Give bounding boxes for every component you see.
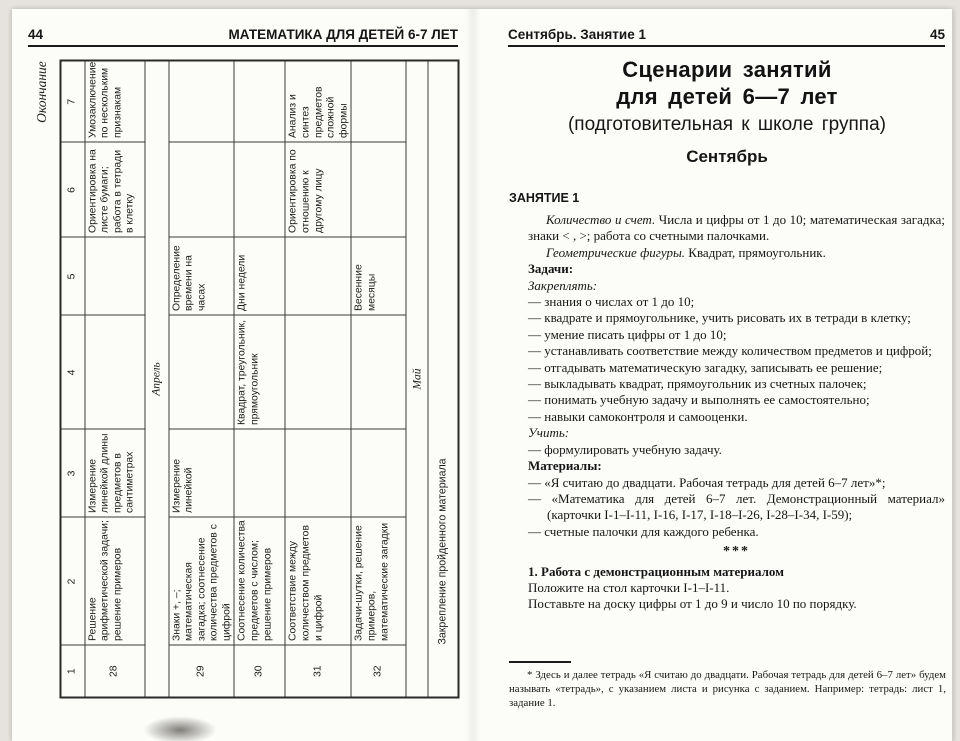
scan-smudge <box>143 716 217 741</box>
lesson-schedule-table <box>60 60 460 699</box>
list-item: — отгадывать математическую загадку, записывать ее решение; <box>528 359 883 375</box>
footnote-text: * Здесь и далее тетрадь «Я считаю до двадцати. Рабочая тетрадь для детей 6–7 лет» будем называть «тетрадь», с указанием листа и рисунка с заданием. Например: тетрадь: лист 1, задание 1. <box>509 669 946 709</box>
table-cell: Определение времени на часах <box>169 238 235 316</box>
list-item: — «Математика для детей 6–7 лет. Демонстрационный материал» (карточки I-1–I-11, I-16, I-17, I-18–I-26, I-28–I-34, I-59); <box>528 490 945 523</box>
footnote-block <box>509 661 946 710</box>
closing-row <box>428 61 458 698</box>
list-item: — умение писать цифры от 1 до 10; <box>528 326 727 342</box>
section1-paragraph: Положите на стол карточки I-1–I-11. <box>528 579 730 595</box>
table-cell <box>85 238 145 316</box>
table-row-29 <box>169 61 235 698</box>
section-title-line2: для детей 6—7 лет <box>616 84 838 109</box>
list-item: — счетные палочки для каждого ребенка. <box>528 523 759 539</box>
table-cell: Задачи-шутки, решение примеров, математические загадки <box>351 518 406 646</box>
lesson-number-cell: 28 <box>85 646 145 698</box>
list-item: — «Я считаю до двадцати. Рабочая тетрадь для детей 6–7 лет»*; <box>528 474 886 490</box>
closing-cell: Закрепление пройденного материала <box>428 61 458 698</box>
lesson-number-cell: 31 <box>285 646 351 698</box>
table-cell <box>351 61 406 143</box>
table-cell: Дни недели <box>234 238 285 316</box>
table-cell: Соответствие между количеством предметов и цифрой <box>285 518 351 646</box>
intro-paragraph <box>528 245 945 261</box>
table-cell <box>285 238 351 316</box>
month-row-may <box>406 61 428 698</box>
table-row-31 <box>285 61 351 698</box>
rotated-table-wrapper <box>60 62 450 699</box>
table-row-32 <box>351 61 406 698</box>
table-cell: Весенние месяцы <box>351 238 406 316</box>
list-item: — формулировать учебную задачу. <box>528 441 722 457</box>
column-number: 6 <box>61 143 85 238</box>
teach-heading: Учить: <box>528 425 570 441</box>
table-row-28 <box>85 61 145 698</box>
table-cell <box>351 430 406 518</box>
page-number-left: 44 <box>28 27 44 42</box>
list-item: — понимать учебную задачу и выполнять ее самостоятельно; <box>528 392 870 408</box>
continuation-label: Окончание <box>34 61 49 123</box>
table-row-30 <box>234 61 285 698</box>
running-head-rule-right <box>508 45 945 47</box>
section-title <box>509 56 945 110</box>
month-row-april <box>145 61 169 698</box>
table-cell <box>169 143 235 238</box>
section1-heading: 1. Работа с демонстрационным материалом <box>528 563 785 579</box>
table-cell: Знаки +, –; математическая загадка; соотнесение количества предметов с цифрой <box>169 518 235 646</box>
table-cell: Решение арифметической задачи; решение примеров <box>85 518 145 646</box>
tasks-heading: Задачи: <box>528 261 574 277</box>
column-number: 1 <box>61 646 85 698</box>
table-cell <box>351 316 406 430</box>
list-item: — знания о числах от 1 до 10; <box>528 294 695 310</box>
table-cell <box>234 430 285 518</box>
table-cell: Измерение линейкой <box>169 430 235 518</box>
footnote-rule <box>509 661 571 663</box>
right-page-content <box>509 56 945 613</box>
list-item: — квадрате и прямоугольнике, учить рисовать их в тетради в клетку; <box>528 310 911 326</box>
table-cell <box>234 143 285 238</box>
table-cell <box>351 143 406 238</box>
table-cell <box>169 61 235 143</box>
column-number: 5 <box>61 238 85 316</box>
running-title-right: Сентябрь. Занятие 1 <box>508 27 646 42</box>
table-cell <box>85 316 145 430</box>
table-cell <box>285 430 351 518</box>
section-subtitle: (подготовительная к школе группа) <box>567 114 886 135</box>
table-cell: Анализ и синтез предметов сложной формы <box>285 61 351 143</box>
running-head-left <box>28 27 458 42</box>
asterisk-separator: *** <box>723 544 750 560</box>
page-number-right: 45 <box>929 27 945 42</box>
table-cell: Ориентировка на листе бумаги; работа в тетради в клетку <box>85 143 145 238</box>
lesson-heading: ЗАНЯТИЕ 1 <box>509 191 580 205</box>
section1-paragraph: Поставьте на доску цифры от 1 до 9 и число 10 по порядку. <box>528 596 857 612</box>
column-number: 3 <box>61 430 85 518</box>
table-cell: Умозаключение по нескольким признакам <box>85 61 145 143</box>
lesson-number-cell: 32 <box>351 646 406 698</box>
lesson-number-cell: 30 <box>234 646 285 698</box>
month-cell: Апрель <box>145 61 169 698</box>
list-item: — выкладывать квадрат, прямоугольник из счетных палочек; <box>528 376 867 392</box>
intro-lead: Геометрические фигуры. <box>546 244 686 260</box>
month-heading: Сентябрь <box>686 147 768 166</box>
lesson-body <box>528 212 945 613</box>
list-item: — устанавливать соответствие между количеством предметов и цифрой; <box>528 343 932 359</box>
table-cell: Ориентировка по отношению к другому лицу <box>285 143 351 238</box>
column-number: 7 <box>61 61 85 143</box>
table-cell: Квадрат, треугольник, прямоугольник <box>234 316 285 430</box>
reinforce-heading: Закреплять: <box>528 277 598 293</box>
lesson-number-cell: 29 <box>169 646 235 698</box>
column-number: 4 <box>61 316 85 430</box>
running-title-left: МАТЕМАТИКА ДЛЯ ДЕТЕЙ 6-7 ЛЕТ <box>228 27 458 42</box>
section-title-line1: Сценарии занятий <box>622 57 832 82</box>
column-number: 2 <box>61 518 85 646</box>
column-number-row <box>61 61 85 698</box>
table-cell <box>285 316 351 430</box>
month-cell: Май <box>406 61 428 698</box>
materials-heading: Материалы: <box>528 458 602 474</box>
list-item: — навыки самоконтроля и самооценки. <box>528 408 748 424</box>
table-cell <box>234 61 285 143</box>
running-head-rule-left <box>28 45 458 47</box>
table-cell <box>169 316 235 430</box>
table-cell: Соотнесение количества предметов с числом; решение примеров <box>234 518 285 646</box>
intro-text: Квадрат, прямоугольник. <box>688 244 826 260</box>
table-cell: Измерение линейкой длины предметов в сантиметрах <box>85 430 145 518</box>
running-head-right <box>508 27 945 42</box>
intro-text: Числа и цифры от 1 до 10; математическая загадка; знаки < , >; работа со счетными палочками. <box>528 212 946 244</box>
page-gutter-shadow <box>465 9 481 741</box>
intro-paragraph <box>528 212 945 245</box>
intro-lead: Количество и счет. <box>546 212 656 227</box>
